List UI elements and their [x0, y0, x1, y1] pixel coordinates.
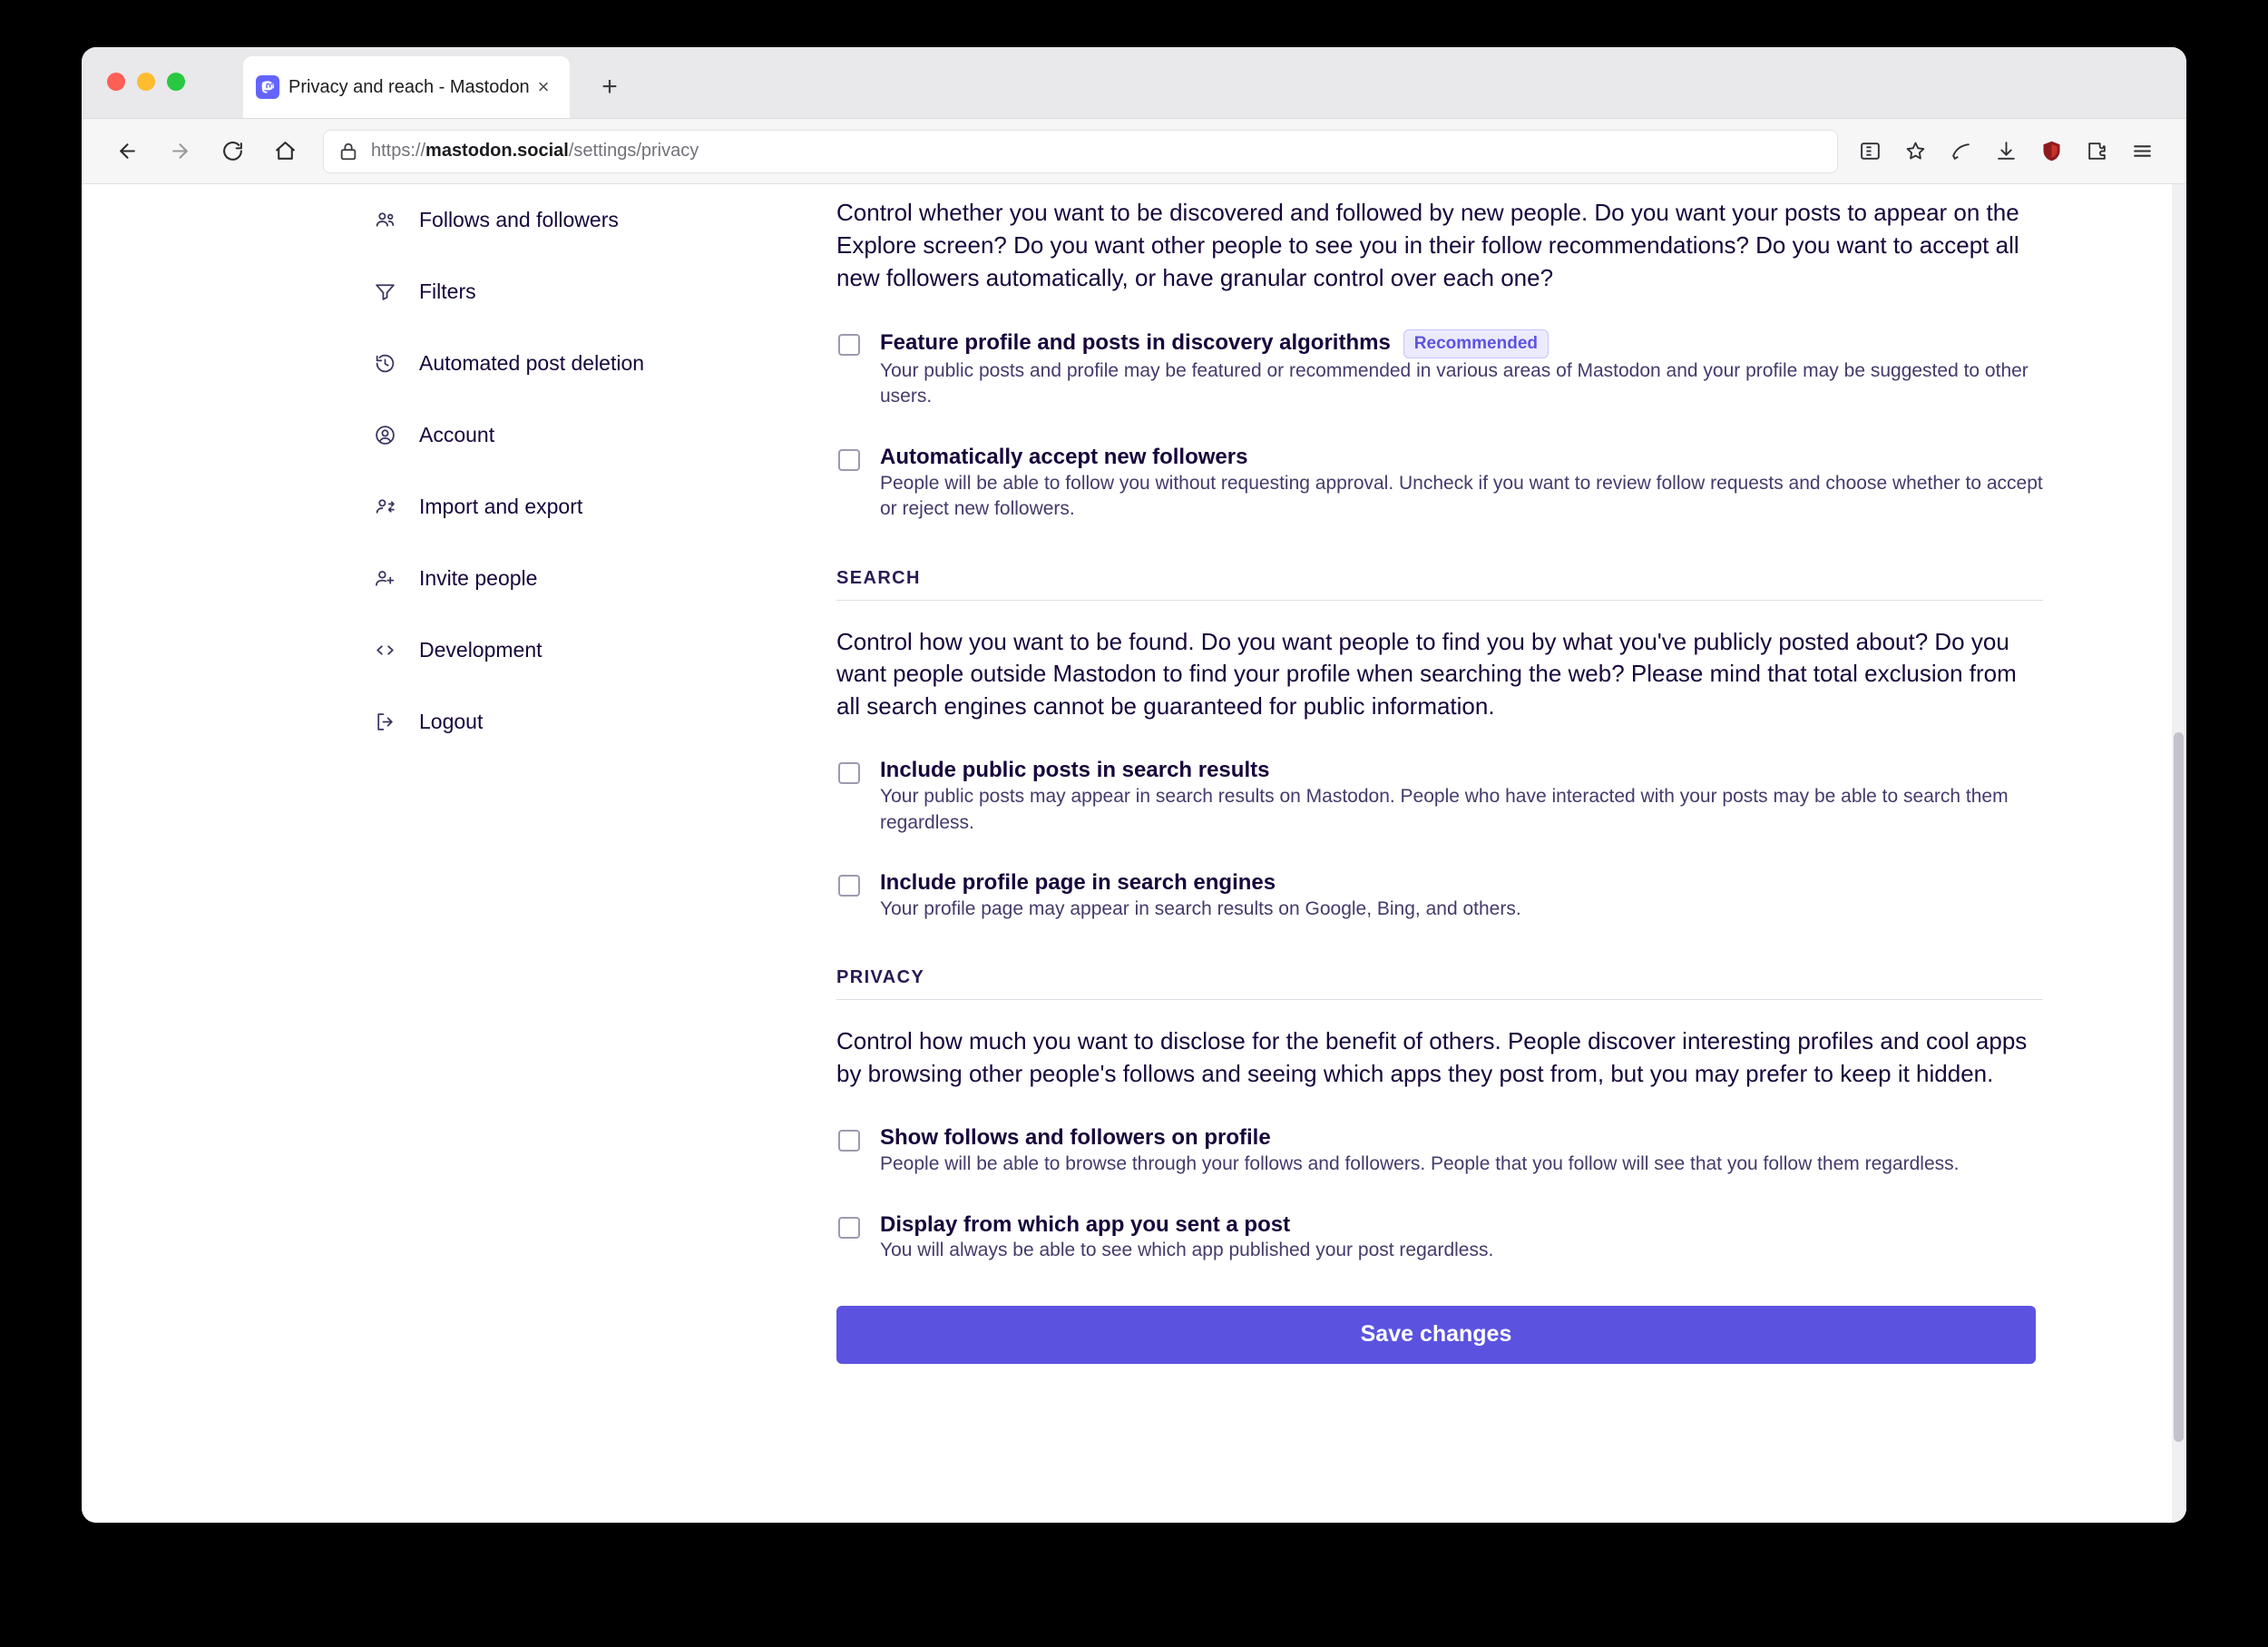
sidebar-item-label: Follows and followers: [419, 208, 619, 231]
setting-body: [880, 870, 2043, 922]
setting-label: Feature profile and posts in discovery algorithms: [880, 330, 1391, 356]
setting-body: [880, 445, 2043, 523]
setting-feature-profile-and-posts[interactable]: [836, 329, 2043, 410]
section-heading-privacy: PRIVACY: [836, 967, 2043, 1000]
checkbox[interactable]: [838, 762, 860, 784]
checkbox[interactable]: [838, 1217, 860, 1239]
page-viewport: [82, 184, 2186, 1523]
import-export-icon: [374, 495, 408, 518]
setting-automatically-accept-new-followers[interactable]: [836, 445, 2043, 523]
sidebar-item-label: Invite people: [419, 566, 538, 590]
setting-hint: Your public posts may appear in search results on Mastodon. People who have interacted with your posts may be able to search them regardless.: [880, 786, 2009, 833]
save-changes-button[interactable]: Save changes: [836, 1306, 2036, 1364]
section-heading-search: SEARCH: [836, 568, 2043, 601]
recommended-badge: Recommended: [1403, 329, 1549, 358]
minimize-window-button[interactable]: [137, 73, 155, 91]
scrollbar-thumb[interactable]: [2174, 732, 2184, 1442]
setting-include-public-posts-in-search[interactable]: [836, 758, 2043, 836]
search-intro: Control how you want to be found. Do you want people to find you by what you've publicly posted about? Do you want people outside Mastodon to find your profile when searching the web? Please mind that total exclusion from all search engines cannot be guaranteed for public information.: [836, 627, 2017, 721]
sidebar-item-label: Import and export: [419, 495, 583, 518]
setting-display-app-used[interactable]: [836, 1212, 2043, 1264]
setting-hint: Your profile page may appear in search results on Google, Bing, and others.: [880, 897, 1521, 919]
history-icon: [374, 352, 408, 375]
browser-toolbar: [82, 119, 2186, 184]
reader-view-icon[interactable]: [1849, 131, 1891, 172]
account-icon: [374, 424, 408, 446]
settings-sidebar: [358, 184, 839, 758]
setting-hint: Your public posts and profile may be featured or recommended in various areas of Mastodon and your profile may be suggested to other users.: [880, 359, 2028, 407]
setting-hint: People will be able to follow you without requesting approval. Uncheck if you want to review follow requests and choose whether to accept or reject new followers.: [880, 472, 2043, 520]
setting-body: [880, 1125, 2043, 1177]
browser-titlebar: [82, 47, 2186, 119]
new-tab-button[interactable]: +: [601, 72, 618, 102]
menu-icon[interactable]: [2121, 131, 2163, 172]
sidebar-item-invite-people[interactable]: [358, 543, 839, 614]
browser-tab[interactable]: [243, 56, 570, 118]
toolbar-icons: [1849, 131, 2163, 172]
setting-label: Include public posts in search results: [880, 758, 1270, 783]
settings-main: [836, 184, 2043, 1364]
close-tab-icon[interactable]: ×: [537, 75, 550, 98]
sidebar-item-follows-and-followers[interactable]: [358, 184, 839, 256]
sidebar-item-label: Automated post deletion: [419, 351, 645, 375]
address-bar[interactable]: [323, 130, 1838, 173]
close-window-button[interactable]: [107, 73, 125, 91]
setting-include-profile-in-search-engines[interactable]: [836, 870, 2043, 922]
mastodon-favicon-icon: [256, 75, 279, 99]
setting-title-row: [880, 870, 2043, 897]
url-domain: mastodon.social: [425, 141, 569, 161]
logout-icon: [374, 711, 408, 733]
sidebar-item-label: Account: [419, 423, 495, 446]
setting-label: Include profile page in search engines: [880, 870, 1276, 896]
url-prefix: https://: [371, 141, 426, 161]
sidebar-item-development[interactable]: [358, 614, 839, 686]
url-text: [371, 141, 699, 162]
follows-icon: [374, 209, 408, 231]
privacy-intro: Control how much you want to disclose for the benefit of others. People discover interesting profiles and cool apps by browsing other people's follows and seeing which apps they post from, but you may prefer to keep it hidden.: [836, 1027, 2028, 1088]
settings-page: [82, 184, 2186, 1523]
downloads-icon[interactable]: [1985, 131, 2027, 172]
setting-body: [880, 1212, 2043, 1264]
setting-label: Show follows and followers on profile: [880, 1125, 1271, 1151]
back-button[interactable]: [105, 130, 149, 173]
filter-icon: [374, 280, 408, 303]
setting-title-row: [880, 329, 2043, 358]
code-icon: [374, 639, 408, 662]
setting-body: [880, 329, 2043, 410]
setting-title-row: [880, 758, 2043, 784]
setting-title-row: [880, 1212, 2043, 1239]
window-controls[interactable]: [107, 73, 185, 91]
checkbox[interactable]: [838, 875, 860, 897]
invite-icon: [374, 567, 408, 590]
sidebar-item-account[interactable]: [358, 399, 839, 471]
setting-hint: You will always be able to see which app published your post regardless.: [880, 1240, 1494, 1261]
sidebar-item-label: Logout: [419, 710, 484, 733]
sidebar-item-automated-post-deletion[interactable]: [358, 328, 839, 399]
checkbox[interactable]: [838, 1130, 860, 1152]
sidebar-item-logout[interactable]: [358, 686, 839, 758]
setting-body: [880, 758, 2043, 836]
ublock-origin-icon[interactable]: [2030, 131, 2072, 172]
setting-show-follows-and-followers[interactable]: [836, 1125, 2043, 1177]
setting-title-row: [880, 445, 2043, 471]
page-scrollbar[interactable]: [2172, 184, 2186, 1523]
extensions-icon[interactable]: [2076, 131, 2117, 172]
setting-label: Automatically accept new followers: [880, 444, 1248, 469]
sidebar-item-label: Filters: [419, 279, 476, 303]
forward-button[interactable]: [158, 130, 201, 173]
home-button[interactable]: [263, 130, 307, 173]
reload-button[interactable]: [210, 130, 254, 173]
browser-window: [82, 47, 2186, 1523]
discovery-intro: Control whether you want to be discovered and followed by new people. Do you want your posts to appear on the Explore screen? Do you want other people to see you in their follow recommendations? Do you want to accept all new followers automatically, or have granular control over each one?: [836, 199, 2019, 291]
sidebar-item-label: Development: [419, 638, 543, 662]
tab-title: Privacy and reach - Mastodon: [288, 76, 530, 97]
sidebar-item-import-and-export[interactable]: [358, 471, 839, 543]
setting-hint: People will be able to browse through your follows and followers. People that you follow will see that you follow them regardless.: [880, 1153, 1960, 1175]
sidebar-item-filters[interactable]: [358, 256, 839, 328]
checkbox[interactable]: [838, 334, 860, 356]
lock-icon: [338, 142, 358, 162]
bookmark-star-icon[interactable]: [1894, 131, 1936, 172]
sync-icon[interactable]: [1940, 131, 1981, 172]
checkbox[interactable]: [838, 449, 860, 471]
maximize-window-button[interactable]: [167, 73, 185, 91]
url-path: /settings/privacy: [568, 141, 699, 161]
setting-label: Display from which app you sent a post: [880, 1211, 1291, 1237]
setting-title-row: [880, 1125, 2043, 1152]
